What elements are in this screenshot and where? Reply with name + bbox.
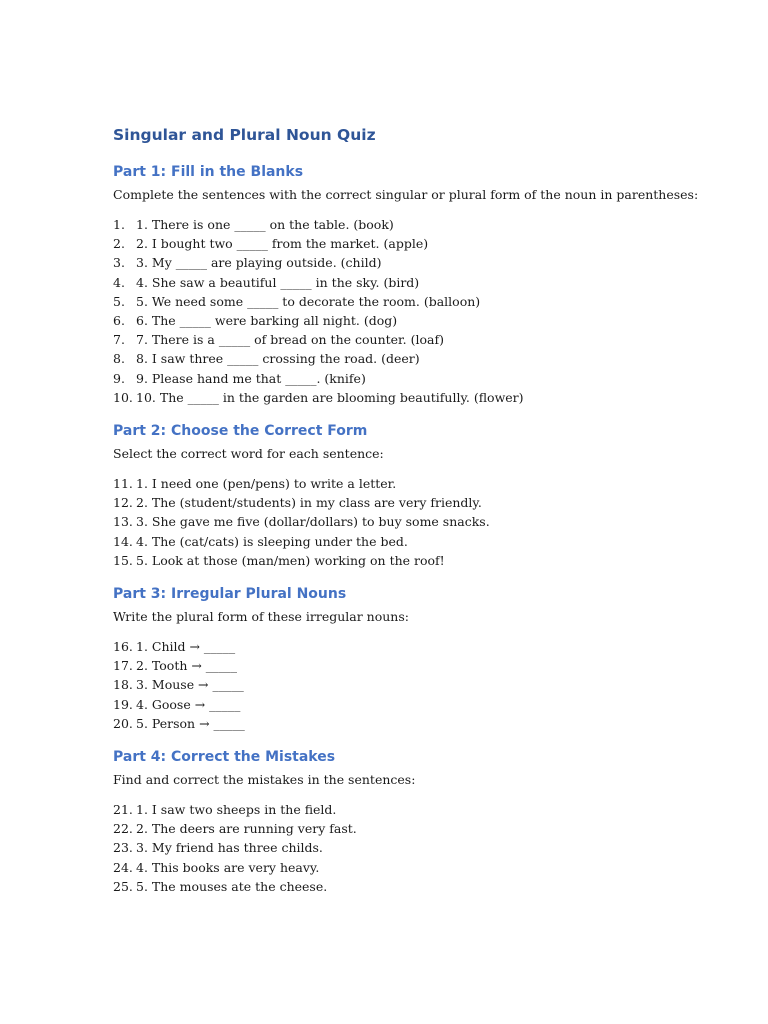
list-item — [113, 474, 733, 493]
question-list — [113, 215, 733, 407]
item-number: 24. — [113, 859, 133, 875]
item-number: 14. — [113, 533, 133, 549]
item-text: 2. Tooth → _____ — [136, 658, 238, 674]
item-number: 25. — [113, 878, 133, 894]
section-instructions: Find and correct the mistakes in the sentences: — [113, 772, 416, 788]
item-number: 13. — [113, 514, 133, 530]
item-text: 10. The _____ in the garden are blooming beautifully. (flower) — [136, 389, 524, 405]
list-item — [113, 551, 733, 570]
item-number: 6. — [113, 313, 125, 329]
section-part-3 — [113, 584, 733, 733]
list-item — [113, 714, 733, 733]
item-text: 5. The mouses ate the cheese. — [136, 878, 328, 894]
question-list — [113, 474, 733, 570]
list-item — [113, 234, 733, 253]
item-text: 4. She saw a beautiful _____ in the sky. (bird) — [136, 274, 420, 290]
section-heading: Part 1: Fill in the Blanks — [113, 164, 304, 180]
list-item — [113, 349, 733, 368]
item-text: 3. Mouse → _____ — [136, 677, 244, 693]
list-item — [113, 877, 733, 896]
page-title: Singular and Plural Noun Quiz — [113, 126, 376, 144]
item-text: 2. I bought two _____ from the market. (apple) — [136, 236, 429, 252]
item-number: 5. — [113, 293, 125, 309]
item-text: 7. There is a _____ of bread on the counter. (loaf) — [136, 332, 444, 348]
list-item — [113, 695, 733, 714]
item-number: 22. — [113, 821, 133, 837]
item-text: 2. The (student/students) in my class are very friendly. — [136, 495, 482, 511]
section-instructions: Write the plural form of these irregular nouns: — [113, 609, 409, 625]
list-item — [113, 215, 733, 234]
list-item — [113, 292, 733, 311]
section-heading: Part 4: Correct the Mistakes — [113, 749, 336, 766]
section-instructions: Complete the sentences with the correct singular or plural form of the noun in parentheses: — [113, 187, 699, 202]
item-number: 20. — [113, 715, 133, 731]
item-text: 3. My _____ are playing outside. (child) — [136, 255, 382, 271]
item-text: 6. The _____ were barking all night. (dog) — [136, 313, 398, 329]
list-item — [113, 369, 733, 388]
section-heading: Part 3: Irregular Plural Nouns — [113, 586, 347, 603]
item-number: 4. — [113, 274, 125, 290]
item-number: 23. — [113, 840, 133, 856]
item-text: 3. She gave me five (dollar/dollars) to buy some snacks. — [136, 514, 490, 530]
list-item — [113, 819, 733, 838]
item-number: 1. — [113, 217, 125, 232]
list-item — [113, 512, 733, 531]
list-item — [113, 838, 733, 857]
list-item — [113, 675, 733, 694]
item-text: 1. Child → _____ — [136, 639, 236, 655]
list-item — [113, 800, 733, 819]
list-item — [113, 273, 733, 292]
item-number: 17. — [113, 658, 133, 674]
document-page — [113, 124, 733, 910]
item-text: 5. We need some _____ to decorate the room. (balloon) — [136, 293, 481, 309]
item-number: 3. — [113, 255, 125, 271]
item-text: 1. There is one _____ on the table. (book) — [136, 217, 394, 232]
item-text: 4. This books are very heavy. — [136, 859, 320, 875]
list-item — [113, 388, 733, 407]
section-heading: Part 2: Choose the Correct Form — [113, 423, 368, 440]
section-instructions: Select the correct word for each sentence: — [113, 446, 384, 462]
item-text: 1. I saw two sheeps in the field. — [136, 802, 337, 818]
item-number: 8. — [113, 351, 125, 367]
item-text: 4. Goose → _____ — [136, 696, 241, 712]
item-text: 5. Person → _____ — [136, 715, 245, 731]
item-number: 18. — [113, 677, 133, 693]
item-text: 5. Look at those (man/men) working on the roof! — [136, 552, 445, 568]
item-number: 2. — [113, 236, 125, 252]
section-part-2 — [113, 421, 733, 570]
item-number: 11. — [113, 476, 133, 492]
list-item — [113, 311, 733, 330]
item-text: 2. The deers are running very fast. — [136, 821, 357, 837]
list-item — [113, 330, 733, 349]
list-item — [113, 532, 733, 551]
item-text: 4. The (cat/cats) is sleeping under the bed. — [136, 533, 408, 549]
item-number: 12. — [113, 495, 133, 511]
item-number: 9. — [113, 370, 125, 386]
item-number: 21. — [113, 802, 133, 818]
section-part-1 — [113, 162, 733, 407]
item-text: 9. Please hand me that _____. (knife) — [136, 370, 366, 386]
item-number: 7. — [113, 332, 125, 348]
question-list — [113, 800, 733, 896]
item-number: 16. — [113, 639, 133, 655]
item-number: 19. — [113, 696, 133, 712]
list-item — [113, 637, 733, 656]
item-text: 3. My friend has three childs. — [136, 840, 323, 856]
section-part-4 — [113, 747, 733, 896]
list-item — [113, 493, 733, 512]
question-list — [113, 637, 733, 733]
item-number: 15. — [113, 552, 133, 568]
list-item — [113, 858, 733, 877]
item-text: 1. I need one (pen/pens) to write a letter. — [136, 476, 397, 492]
item-number: 10. — [113, 389, 133, 405]
item-text: 8. I saw three _____ crossing the road. (deer) — [136, 351, 420, 367]
list-item — [113, 253, 733, 272]
list-item — [113, 656, 733, 675]
